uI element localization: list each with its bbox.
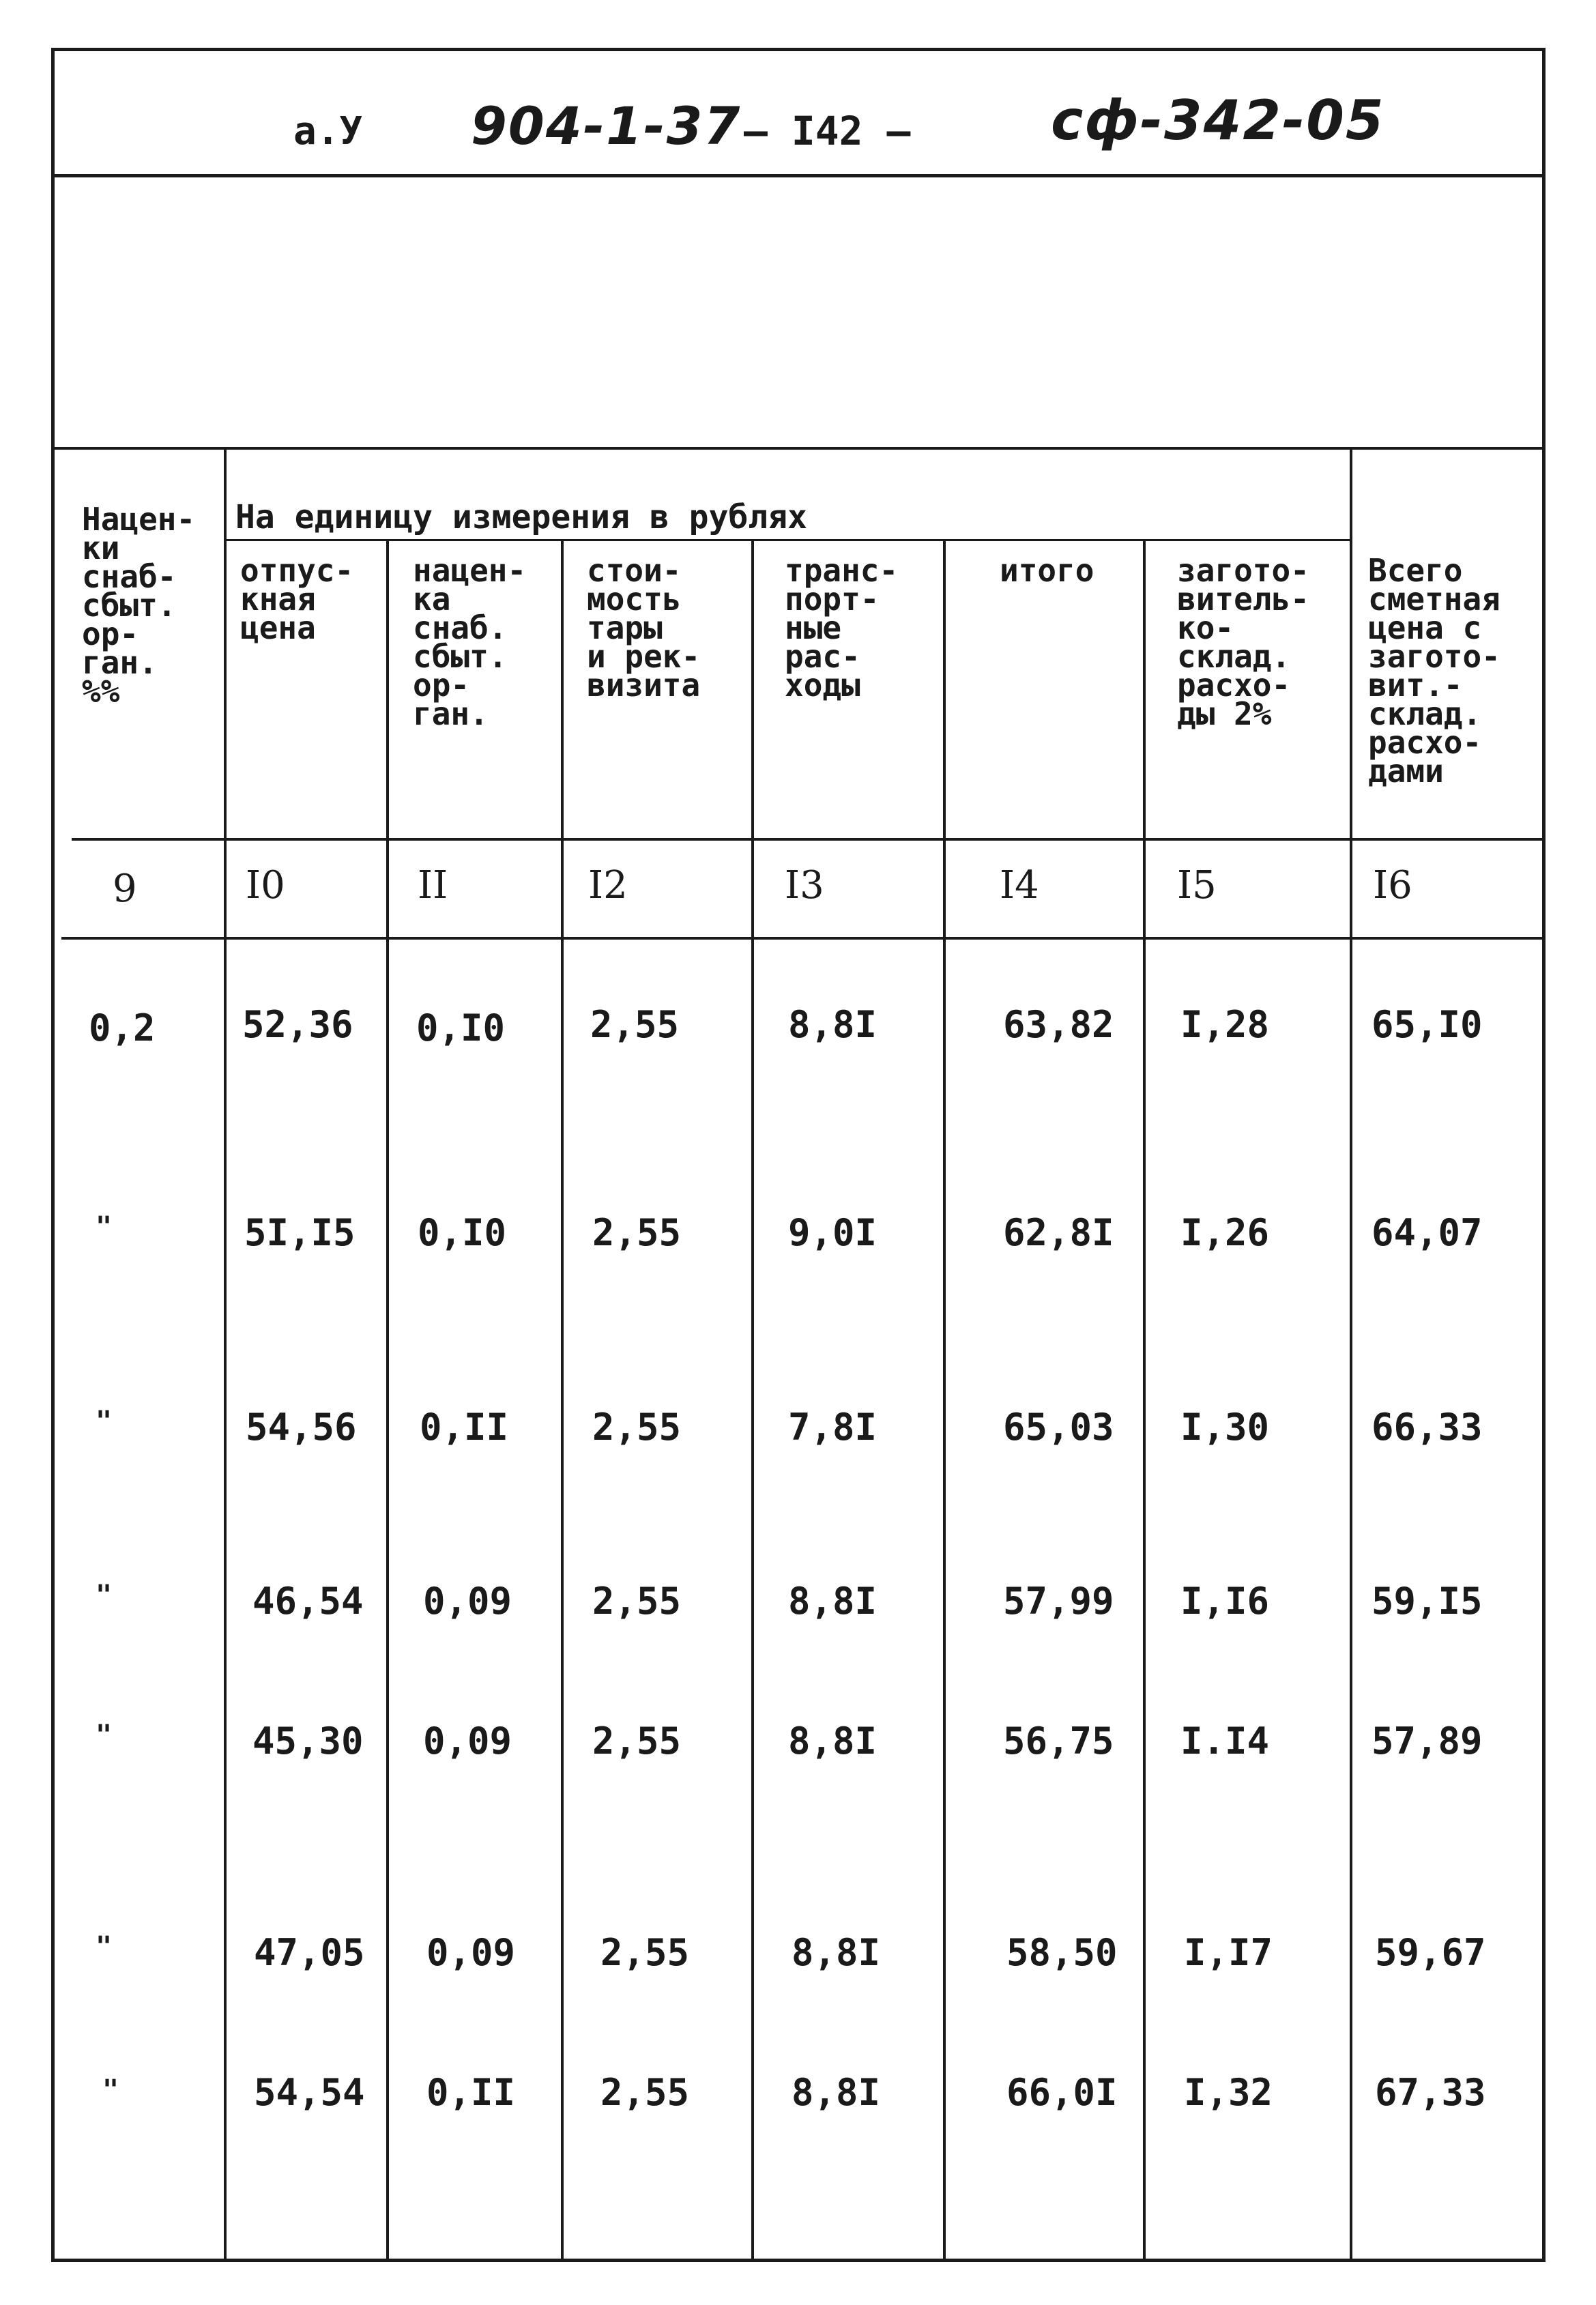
col-sep-3 [561, 539, 564, 2259]
row-7-supply-markup: 0,II [426, 2071, 516, 2114]
col-head-transport-costs: транс- порт- ные рас- ходы [785, 552, 899, 704]
col-head-container-cost: стои- мость тары и рек- визита [587, 552, 701, 704]
col-sep-1 [224, 447, 227, 2259]
column-numbers-top-border [72, 838, 1542, 841]
header-series-number: 904-1-37 [471, 96, 742, 156]
row-1-release-price: 52,36 [242, 1003, 353, 1046]
row-5-estimated: 57,89 [1372, 1720, 1483, 1763]
col-head-estimated-price: Всего сметная цена с загото- вит.- склад. расхо- дами [1368, 552, 1500, 789]
row-1-total: 63,82 [1003, 1003, 1114, 1046]
row-5-warehouse: I.I4 [1180, 1720, 1270, 1763]
row-5-total: 56,75 [1003, 1720, 1114, 1763]
col-num-15: I5 [1177, 863, 1217, 908]
row-7-release-price: 54,54 [254, 2071, 365, 2114]
col-sep-4 [751, 539, 754, 2259]
col-sep-5 [943, 539, 946, 2259]
row-2-transport: 9,0I [788, 1211, 877, 1254]
row-1-container-cost: 2,55 [590, 1003, 680, 1046]
row-5-markup: " [96, 1720, 113, 1751]
col-num-14: I4 [1000, 863, 1039, 908]
row-4-warehouse: I,I6 [1180, 1580, 1270, 1623]
col-num-13: I3 [785, 863, 824, 908]
col-num-11: II [418, 863, 448, 908]
row-2-total: 62,8I [1003, 1211, 1114, 1254]
row-2-warehouse: I,26 [1180, 1211, 1270, 1254]
row-4-total: 57,99 [1003, 1580, 1114, 1623]
col-num-16: I6 [1373, 863, 1412, 908]
page-frame [51, 48, 1546, 2262]
row-4-estimated: 59,I5 [1372, 1580, 1483, 1623]
row-6-estimated: 59,67 [1375, 1931, 1486, 1974]
col-head-release-price: отпус- кная цена [240, 552, 354, 646]
col-sep-6 [1143, 539, 1146, 2259]
row-6-total: 58,50 [1006, 1931, 1118, 1974]
row-5-supply-markup: 0,09 [423, 1720, 512, 1763]
row-6-markup: " [96, 1931, 113, 1962]
row-1-markup: 0,2 [89, 1006, 156, 1049]
row-7-transport: 8,8I [792, 2071, 881, 2114]
row-3-markup: " [96, 1406, 113, 1437]
col-head-total: итого [1000, 552, 1094, 589]
row-6-release-price: 47,05 [254, 1931, 365, 1974]
span-header-underline [225, 539, 1351, 541]
row-2-markup: " [96, 1211, 113, 1243]
col-sep-7 [1350, 447, 1352, 2259]
col-head-warehouse-costs: загото- витель- ко- склад. расхо- ды 2% [1177, 552, 1309, 732]
row-4-release-price: 46,54 [252, 1580, 364, 1623]
row-1-transport: 8,8I [788, 1003, 877, 1046]
row-7-estimated: 67,33 [1375, 2071, 1486, 2114]
row-6-warehouse: I,I7 [1184, 1931, 1273, 1974]
row-3-release-price: 54,56 [246, 1406, 357, 1449]
header-document-code: сф-342-05 [1051, 89, 1385, 152]
col-head-supply-markup: нацен- ка снаб. сбыт. ор- ган. [413, 552, 527, 732]
row-1-supply-markup: 0,I0 [416, 1006, 506, 1049]
row-3-warehouse: I,30 [1180, 1406, 1270, 1449]
column-numbers-bottom-border [61, 937, 1542, 940]
row-4-container-cost: 2,55 [592, 1580, 682, 1623]
row-6-supply-markup: 0,09 [426, 1931, 516, 1974]
col-head-markup-percent: Нацен- ки снаб- сбыт. ор- ган. %% [82, 501, 196, 710]
row-1-estimated: 65,I0 [1372, 1003, 1483, 1046]
row-6-transport: 8,8I [792, 1931, 881, 1974]
row-2-estimated: 64,07 [1372, 1211, 1483, 1254]
row-7-total: 66,0I [1006, 2071, 1118, 2114]
row-3-transport: 7,8I [788, 1406, 877, 1449]
row-7-container-cost: 2,55 [600, 2071, 690, 2114]
col-num-12: I2 [588, 863, 628, 908]
row-3-total: 65,03 [1003, 1406, 1114, 1449]
row-5-container-cost: 2,55 [592, 1720, 682, 1763]
row-4-markup: " [96, 1580, 113, 1611]
col-num-9: 9 [113, 867, 137, 911]
row-5-transport: 8,8I [788, 1720, 877, 1763]
row-5-release-price: 45,30 [252, 1720, 364, 1763]
row-7-warehouse: I,32 [1184, 2071, 1273, 2114]
row-7-markup: " [102, 2074, 119, 2106]
row-3-container-cost: 2,55 [592, 1406, 682, 1449]
header-divider [51, 174, 1546, 177]
row-2-container-cost: 2,55 [592, 1211, 682, 1254]
span-header-unit-prices: На единицу измерения в рублях [235, 498, 808, 536]
row-1-warehouse: I,28 [1180, 1003, 1270, 1046]
col-sep-2 [386, 539, 389, 2259]
row-2-release-price: 5I,I5 [244, 1211, 356, 1254]
row-4-transport: 8,8I [788, 1580, 877, 1623]
row-2-supply-markup: 0,I0 [418, 1211, 507, 1254]
header-left-label: а.У [293, 109, 363, 154]
table-top-border [55, 447, 1542, 450]
row-4-supply-markup: 0,09 [423, 1580, 512, 1623]
row-6-container-cost: 2,55 [600, 1931, 690, 1974]
row-3-estimated: 66,33 [1372, 1406, 1483, 1449]
col-num-10: I0 [246, 863, 285, 908]
row-3-supply-markup: 0,II [420, 1406, 509, 1449]
header-page-number: – I42 – [744, 108, 911, 154]
